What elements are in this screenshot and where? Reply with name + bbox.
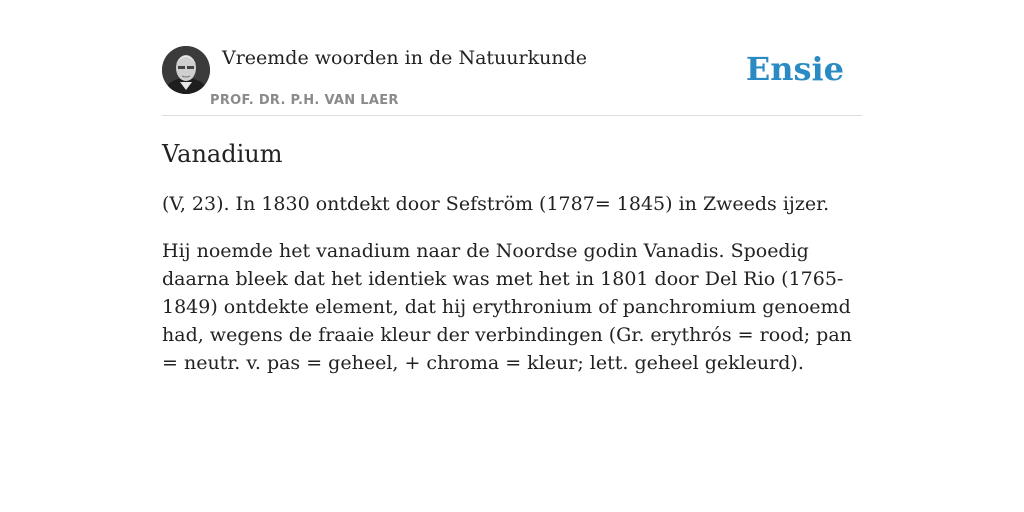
article-paragraph: Hij noemde het vanadium naar de Noordse godin Vanadis. Spoedig daarna bleek dat het identiek was met het in 1801 door Del Rio (1765-1849) ontdekte element, dat hij erythronium of panchromium genoemd had, wegens de fraaie kleur der verbindingen (Gr. erythrós = rood; pan = neutr. v. pas = geheel, + chroma = kleur; lett. geheel gekleurd). [162,240,852,374]
header [162,46,862,116]
ensie-logo[interactable]: Ensie [745,50,844,88]
author-portrait-image [162,46,210,94]
article-title: Vanadium [162,140,283,168]
author-name[interactable]: PROF. DR. P.H. VAN LAER [210,93,399,108]
author-avatar[interactable] [162,46,210,94]
book-title[interactable]: Vreemde woorden in de Natuurkunde [222,47,587,69]
article-paragraph: (V, 23). In 1830 ontdekt door Sefström (1787= 1845) in Zweeds ijzer. [162,193,830,215]
article [162,138,862,396]
